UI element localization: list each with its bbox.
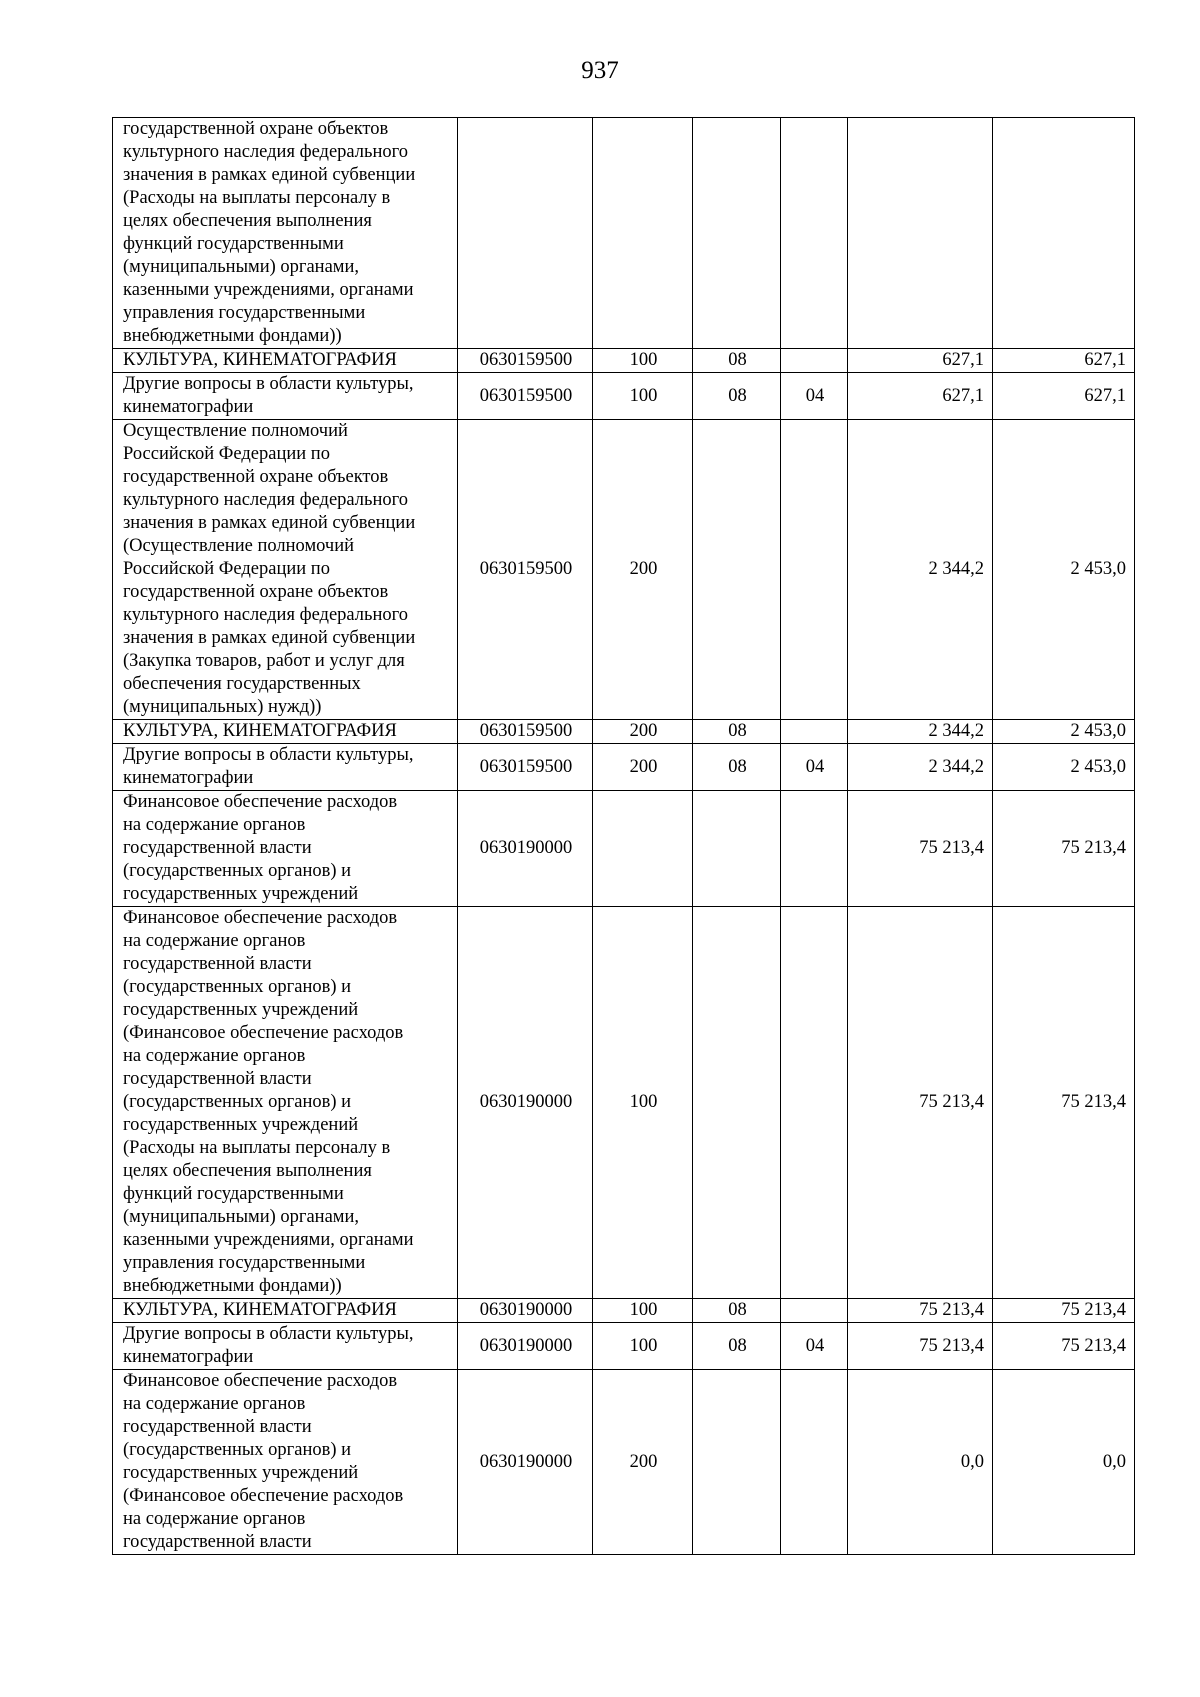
name-line: государственной власти <box>123 1069 312 1089</box>
name-line: (Закупка товаров, работ и услуг для <box>123 651 405 671</box>
cell-amount-year-1: 75 213,4 <box>848 907 993 1299</box>
table-row <box>113 744 1135 791</box>
cell-name <box>113 349 458 373</box>
cell-expense-type <box>593 118 693 349</box>
table-row <box>113 373 1135 420</box>
name-line: внебюджетными фондами)) <box>123 1276 342 1296</box>
name-line: (Финансовое обеспечение расходов <box>123 1486 404 1506</box>
name-line: государственной охране объектов <box>123 119 389 139</box>
name-line: Финансовое обеспечение расходов <box>123 792 398 812</box>
cell-expense-type: 100 <box>593 1299 693 1323</box>
cell-section: 08 <box>693 720 781 744</box>
cell-target-code <box>458 118 593 349</box>
name-line: кинематографии <box>123 397 254 417</box>
name-line: государственных учреждений <box>123 1115 359 1135</box>
name-line: Российской Федерации по <box>123 559 330 579</box>
cell-name <box>113 373 458 420</box>
cell-section <box>693 420 781 720</box>
name-line: функций государственными <box>123 234 344 254</box>
budget-table <box>112 117 1135 1555</box>
cell-section: 08 <box>693 373 781 420</box>
cell-target-code: 0630159500 <box>458 720 593 744</box>
name-line: управления государственными <box>123 1253 366 1273</box>
cell-subsection <box>781 118 848 349</box>
cell-amount-year-2: 2 453,0 <box>993 720 1135 744</box>
cell-amount-year-1: 75 213,4 <box>848 791 993 907</box>
cell-subsection: 04 <box>781 744 848 791</box>
cell-expense-type: 100 <box>593 349 693 373</box>
name-line: значения в рамках единой субвенции <box>123 628 416 648</box>
cell-target-code: 0630190000 <box>458 1323 593 1370</box>
name-line: значения в рамках единой субвенции <box>123 165 416 185</box>
cell-name <box>113 1299 458 1323</box>
name-line: культурного наследия федерального <box>123 605 408 625</box>
cell-amount-year-2: 2 453,0 <box>993 420 1135 720</box>
name-line: культурного наследия федерального <box>123 490 408 510</box>
cell-amount-year-2: 75 213,4 <box>993 1323 1135 1370</box>
cell-amount-year-2: 627,1 <box>993 373 1135 420</box>
name-line: целях обеспечения выполнения <box>123 211 372 231</box>
cell-expense-type: 200 <box>593 420 693 720</box>
cell-name <box>113 791 458 907</box>
name-line: государственной охране объектов <box>123 467 389 487</box>
cell-section: 08 <box>693 744 781 791</box>
name-line: Финансовое обеспечение расходов <box>123 908 398 928</box>
table-row <box>113 1370 1135 1555</box>
name-line: на содержание органов <box>123 1046 306 1066</box>
cell-amount-year-1: 2 344,2 <box>848 720 993 744</box>
cell-subsection <box>781 420 848 720</box>
cell-name <box>113 118 458 349</box>
table-body <box>113 118 1135 1555</box>
cell-expense-type: 200 <box>593 720 693 744</box>
cell-target-code: 0630190000 <box>458 1299 593 1323</box>
cell-amount-year-1: 75 213,4 <box>848 1299 993 1323</box>
cell-target-code: 0630190000 <box>458 907 593 1299</box>
cell-name <box>113 1323 458 1370</box>
name-line: Другие вопросы в области культуры, <box>123 1324 414 1344</box>
cell-target-code: 0630159500 <box>458 744 593 791</box>
cell-subsection: 04 <box>781 1323 848 1370</box>
name-line: (государственных органов) и <box>123 1440 352 1460</box>
cell-section <box>693 907 781 1299</box>
table-row <box>113 1323 1135 1370</box>
cell-amount-year-2 <box>993 118 1135 349</box>
name-line: (Осуществление полномочий <box>123 536 355 556</box>
name-line: государственной власти <box>123 1417 312 1437</box>
cell-name <box>113 907 458 1299</box>
name-line: КУЛЬТУРА, КИНЕМАТОГРАФИЯ <box>123 721 397 741</box>
cell-amount-year-1: 75 213,4 <box>848 1323 993 1370</box>
cell-section: 08 <box>693 1323 781 1370</box>
name-line: управления государственными <box>123 303 366 323</box>
table-row <box>113 907 1135 1299</box>
page-number: 937 <box>581 57 619 84</box>
name-line: Другие вопросы в области культуры, <box>123 745 414 765</box>
table-row <box>113 791 1135 907</box>
name-line: государственной власти <box>123 1532 312 1552</box>
cell-amount-year-1: 627,1 <box>848 349 993 373</box>
cell-amount-year-2: 75 213,4 <box>993 791 1135 907</box>
cell-amount-year-1 <box>848 118 993 349</box>
cell-section: 08 <box>693 349 781 373</box>
cell-expense-type: 200 <box>593 1370 693 1555</box>
cell-section <box>693 118 781 349</box>
cell-name <box>113 744 458 791</box>
cell-amount-year-1: 2 344,2 <box>848 744 993 791</box>
cell-expense-type: 100 <box>593 1323 693 1370</box>
name-line: казенными учреждениями, органами <box>123 1230 414 1250</box>
table-row <box>113 720 1135 744</box>
cell-section: 08 <box>693 1299 781 1323</box>
cell-target-code: 0630190000 <box>458 1370 593 1555</box>
table-row <box>113 420 1135 720</box>
cell-subsection: 04 <box>781 373 848 420</box>
name-line: (государственных органов) и <box>123 977 352 997</box>
name-line: государственных учреждений <box>123 884 359 904</box>
cell-subsection <box>781 1299 848 1323</box>
cell-subsection <box>781 1370 848 1555</box>
cell-name <box>113 720 458 744</box>
cell-amount-year-2: 75 213,4 <box>993 907 1135 1299</box>
cell-subsection <box>781 720 848 744</box>
cell-target-code: 0630159500 <box>458 373 593 420</box>
name-line: на содержание органов <box>123 815 306 835</box>
name-line: (Финансовое обеспечение расходов <box>123 1023 404 1043</box>
cell-amount-year-1: 627,1 <box>848 373 993 420</box>
name-line: (муниципальными) органами, <box>123 257 360 277</box>
name-line: (муниципальных) нужд)) <box>123 697 322 717</box>
cell-name <box>113 420 458 720</box>
name-line: государственной власти <box>123 838 312 858</box>
name-line: функций государственными <box>123 1184 344 1204</box>
name-line: (государственных органов) и <box>123 1092 352 1112</box>
name-line: Осуществление полномочий <box>123 421 348 441</box>
cell-subsection <box>781 349 848 373</box>
cell-amount-year-2: 2 453,0 <box>993 744 1135 791</box>
name-line: Российской Федерации по <box>123 444 330 464</box>
cell-amount-year-1: 2 344,2 <box>848 420 993 720</box>
name-line: (государственных органов) и <box>123 861 352 881</box>
cell-subsection <box>781 791 848 907</box>
cell-amount-year-2: 0,0 <box>993 1370 1135 1555</box>
cell-expense-type: 100 <box>593 907 693 1299</box>
name-line: внебюджетными фондами)) <box>123 326 342 346</box>
table-row <box>113 1299 1135 1323</box>
cell-name <box>113 1370 458 1555</box>
name-line: кинематографии <box>123 768 254 788</box>
cell-amount-year-2: 75 213,4 <box>993 1299 1135 1323</box>
name-line: Другие вопросы в области культуры, <box>123 374 414 394</box>
name-line: КУЛЬТУРА, КИНЕМАТОГРАФИЯ <box>123 350 397 370</box>
name-line: казенными учреждениями, органами <box>123 280 414 300</box>
table-row <box>113 349 1135 373</box>
name-line: (муниципальными) органами, <box>123 1207 360 1227</box>
name-line: значения в рамках единой субвенции <box>123 513 416 533</box>
name-line: культурного наследия федерального <box>123 142 408 162</box>
cell-section <box>693 1370 781 1555</box>
name-line: кинематографии <box>123 1347 254 1367</box>
cell-expense-type <box>593 791 693 907</box>
name-line: на содержание органов <box>123 1509 306 1529</box>
name-line: обеспечения государственных <box>123 674 361 694</box>
cell-subsection <box>781 907 848 1299</box>
name-line: на содержание органов <box>123 1394 306 1414</box>
name-line: целях обеспечения выполнения <box>123 1161 372 1181</box>
name-line: государственной охране объектов <box>123 582 389 602</box>
cell-target-code: 0630159500 <box>458 420 593 720</box>
table-row <box>113 118 1135 349</box>
cell-target-code: 0630190000 <box>458 791 593 907</box>
name-line: на содержание органов <box>123 931 306 951</box>
cell-target-code: 0630159500 <box>458 349 593 373</box>
name-line: Финансовое обеспечение расходов <box>123 1371 398 1391</box>
name-line: государственных учреждений <box>123 1000 359 1020</box>
name-line: (Расходы на выплаты персоналу в <box>123 188 391 208</box>
name-line: государственных учреждений <box>123 1463 359 1483</box>
name-line: (Расходы на выплаты персоналу в <box>123 1138 391 1158</box>
cell-expense-type: 100 <box>593 373 693 420</box>
name-line: КУЛЬТУРА, КИНЕМАТОГРАФИЯ <box>123 1300 397 1320</box>
cell-section <box>693 791 781 907</box>
name-line: государственной власти <box>123 954 312 974</box>
cell-amount-year-2: 627,1 <box>993 349 1135 373</box>
cell-amount-year-1: 0,0 <box>848 1370 993 1555</box>
cell-expense-type: 200 <box>593 744 693 791</box>
